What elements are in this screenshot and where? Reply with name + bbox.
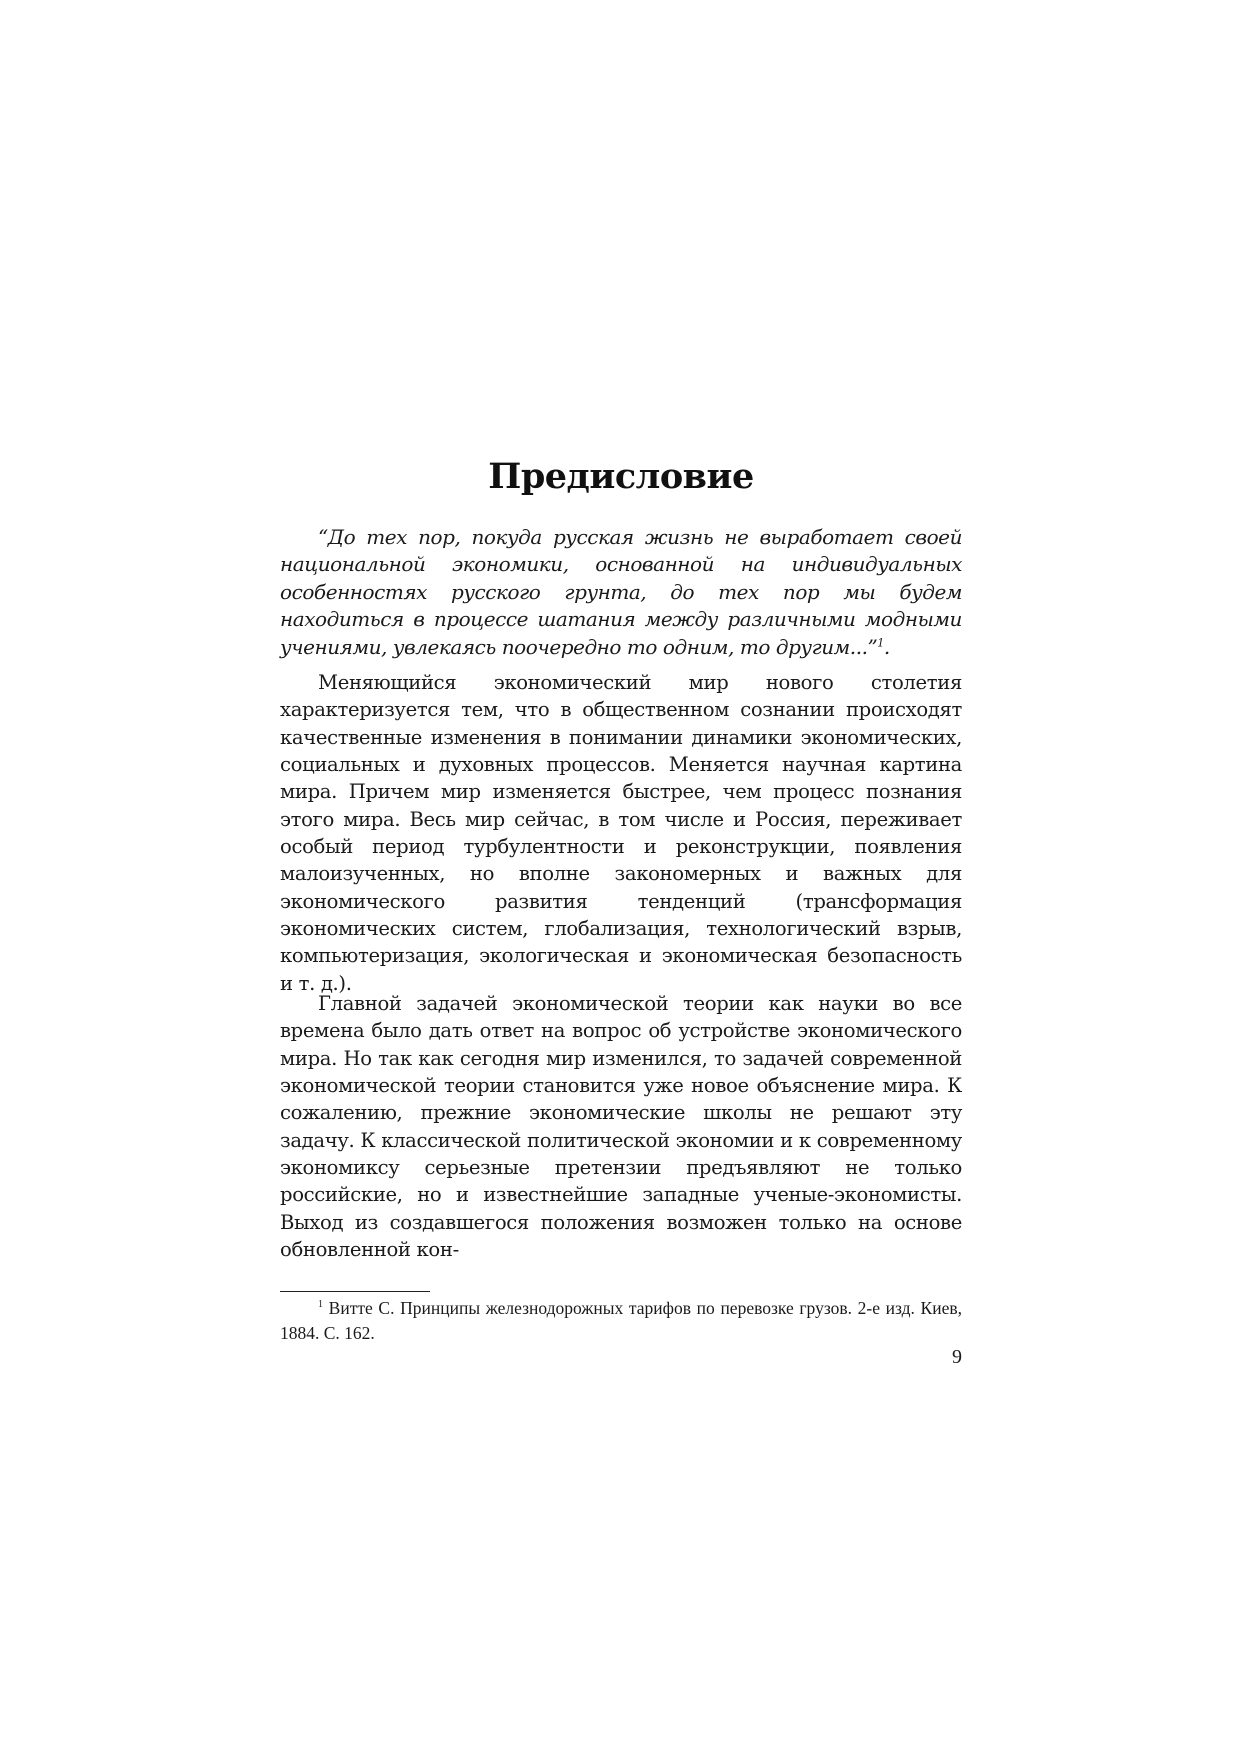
footnote-marker: 1 bbox=[318, 1299, 323, 1311]
epigraph-quote bbox=[280, 524, 962, 661]
page-number: 9 bbox=[952, 1346, 962, 1368]
body-paragraph-1: Меняющийся экономический мир нового столетия характеризуется тем, что в общественном сознании происходят качественные изменения в понимании динамики экономических, социальных и духовных процессов. Меняется научная картина мира. Причем мир изменяется быстрее, чем процесс познания этого мира. Весь мир сейчас, в том числе и Россия, переживает особый период турбулентности и реконструкции, появления малоизученных, но вполне закономерных и важных для экономического развития тенденций (трансформация экономических систем, глобализация, технологический взрыв, компьютеризация, экологическая и экономическая безопасность и т. д.). bbox=[280, 671, 962, 995]
epigraph-footnote-ref: 1 bbox=[877, 635, 884, 649]
book-page bbox=[280, 0, 962, 1755]
epigraph-text: “До тех пор, покуда русская жизнь не выработает своей национальной экономики, основанной на индивидуальных особенностях русского грунта, до тех пор мы будем находиться в процессе шатания между различными модными учениями, увлекаясь поочередно то одним, то другим...” bbox=[280, 525, 962, 659]
footnote bbox=[280, 1296, 962, 1345]
footnote-text: Витте С. Принципы железнодорожных тарифов по перевозке грузов. 2-е изд. Киев, 1884. С. 162. bbox=[280, 1298, 963, 1343]
body-paragraph-2: Главной задачей экономической теории как науки во все времена было дать ответ на вопрос об устройстве экономического мира. Но так как сегодня мир изменился, то задачей современной экономической теории становится уже новое объяснение мира. К сожалению, прежние экономические школы не решают эту задачу. К классической политической экономии и к современному экономиксу серьезные претензии предъявляют не только российские, но и известнейшие западные ученые-экономисты. Выход из создавшегося положения возможен только на основе обновленной кон- bbox=[280, 992, 962, 1262]
epigraph-trailing: . bbox=[883, 634, 890, 659]
footnote-divider bbox=[280, 1291, 430, 1292]
chapter-title: Предисловие bbox=[488, 456, 754, 497]
